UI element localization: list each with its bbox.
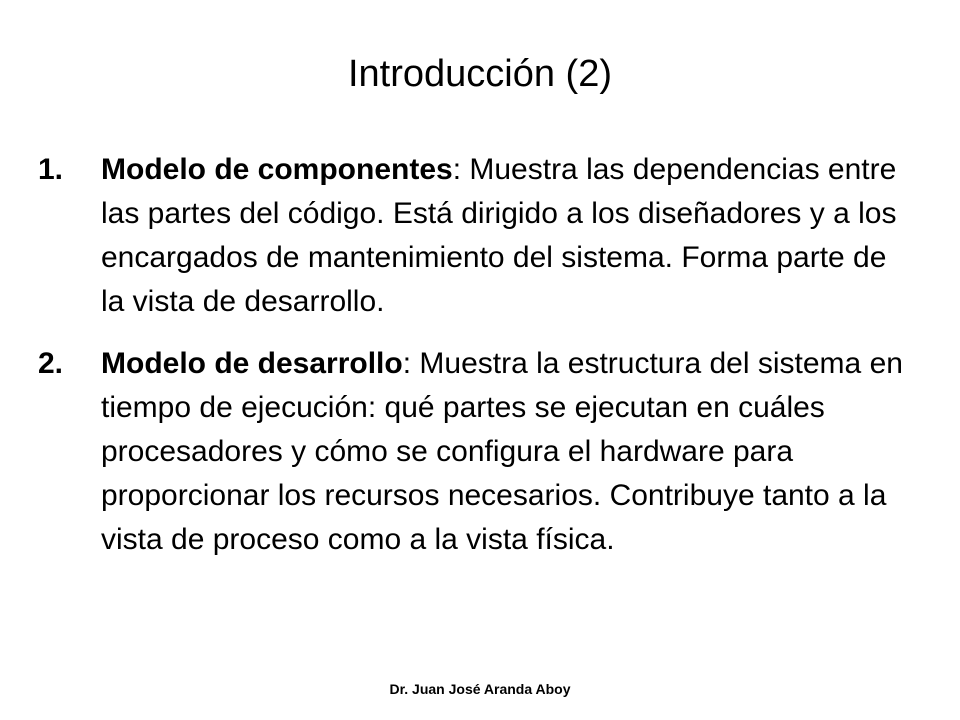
author-footer: Dr. Juan José Aranda Aboy <box>389 681 571 697</box>
list-item-term: Modelo de desarrollo <box>101 347 403 380</box>
numbered-list <box>38 148 918 580</box>
list-item-description: : Muestra las dependencias entre las partes del código. Está dirigido a los diseñadores y a los encargados de mantenimiento del sistema. Forma parte de la vista de desarrollo. <box>101 153 897 318</box>
list-item-description: : Muestra la estructura del sistema en tiempo de ejecución: qué partes se ejecutan en cuáles procesadores y cómo se configura el hardware para proporcionar los recursos necesarios. Contribuye tanto a la vista de proceso como a la vista física. <box>101 347 903 556</box>
list-item <box>38 148 918 324</box>
list-item-text <box>101 148 918 324</box>
list-item-term: Modelo de componentes <box>101 153 453 186</box>
list-item-number: 2. <box>38 347 64 380</box>
list-item-text <box>101 342 918 562</box>
list-item-number: 1. <box>38 153 64 186</box>
list-item <box>38 342 918 562</box>
slide-title: Introducción (2) <box>347 53 612 95</box>
